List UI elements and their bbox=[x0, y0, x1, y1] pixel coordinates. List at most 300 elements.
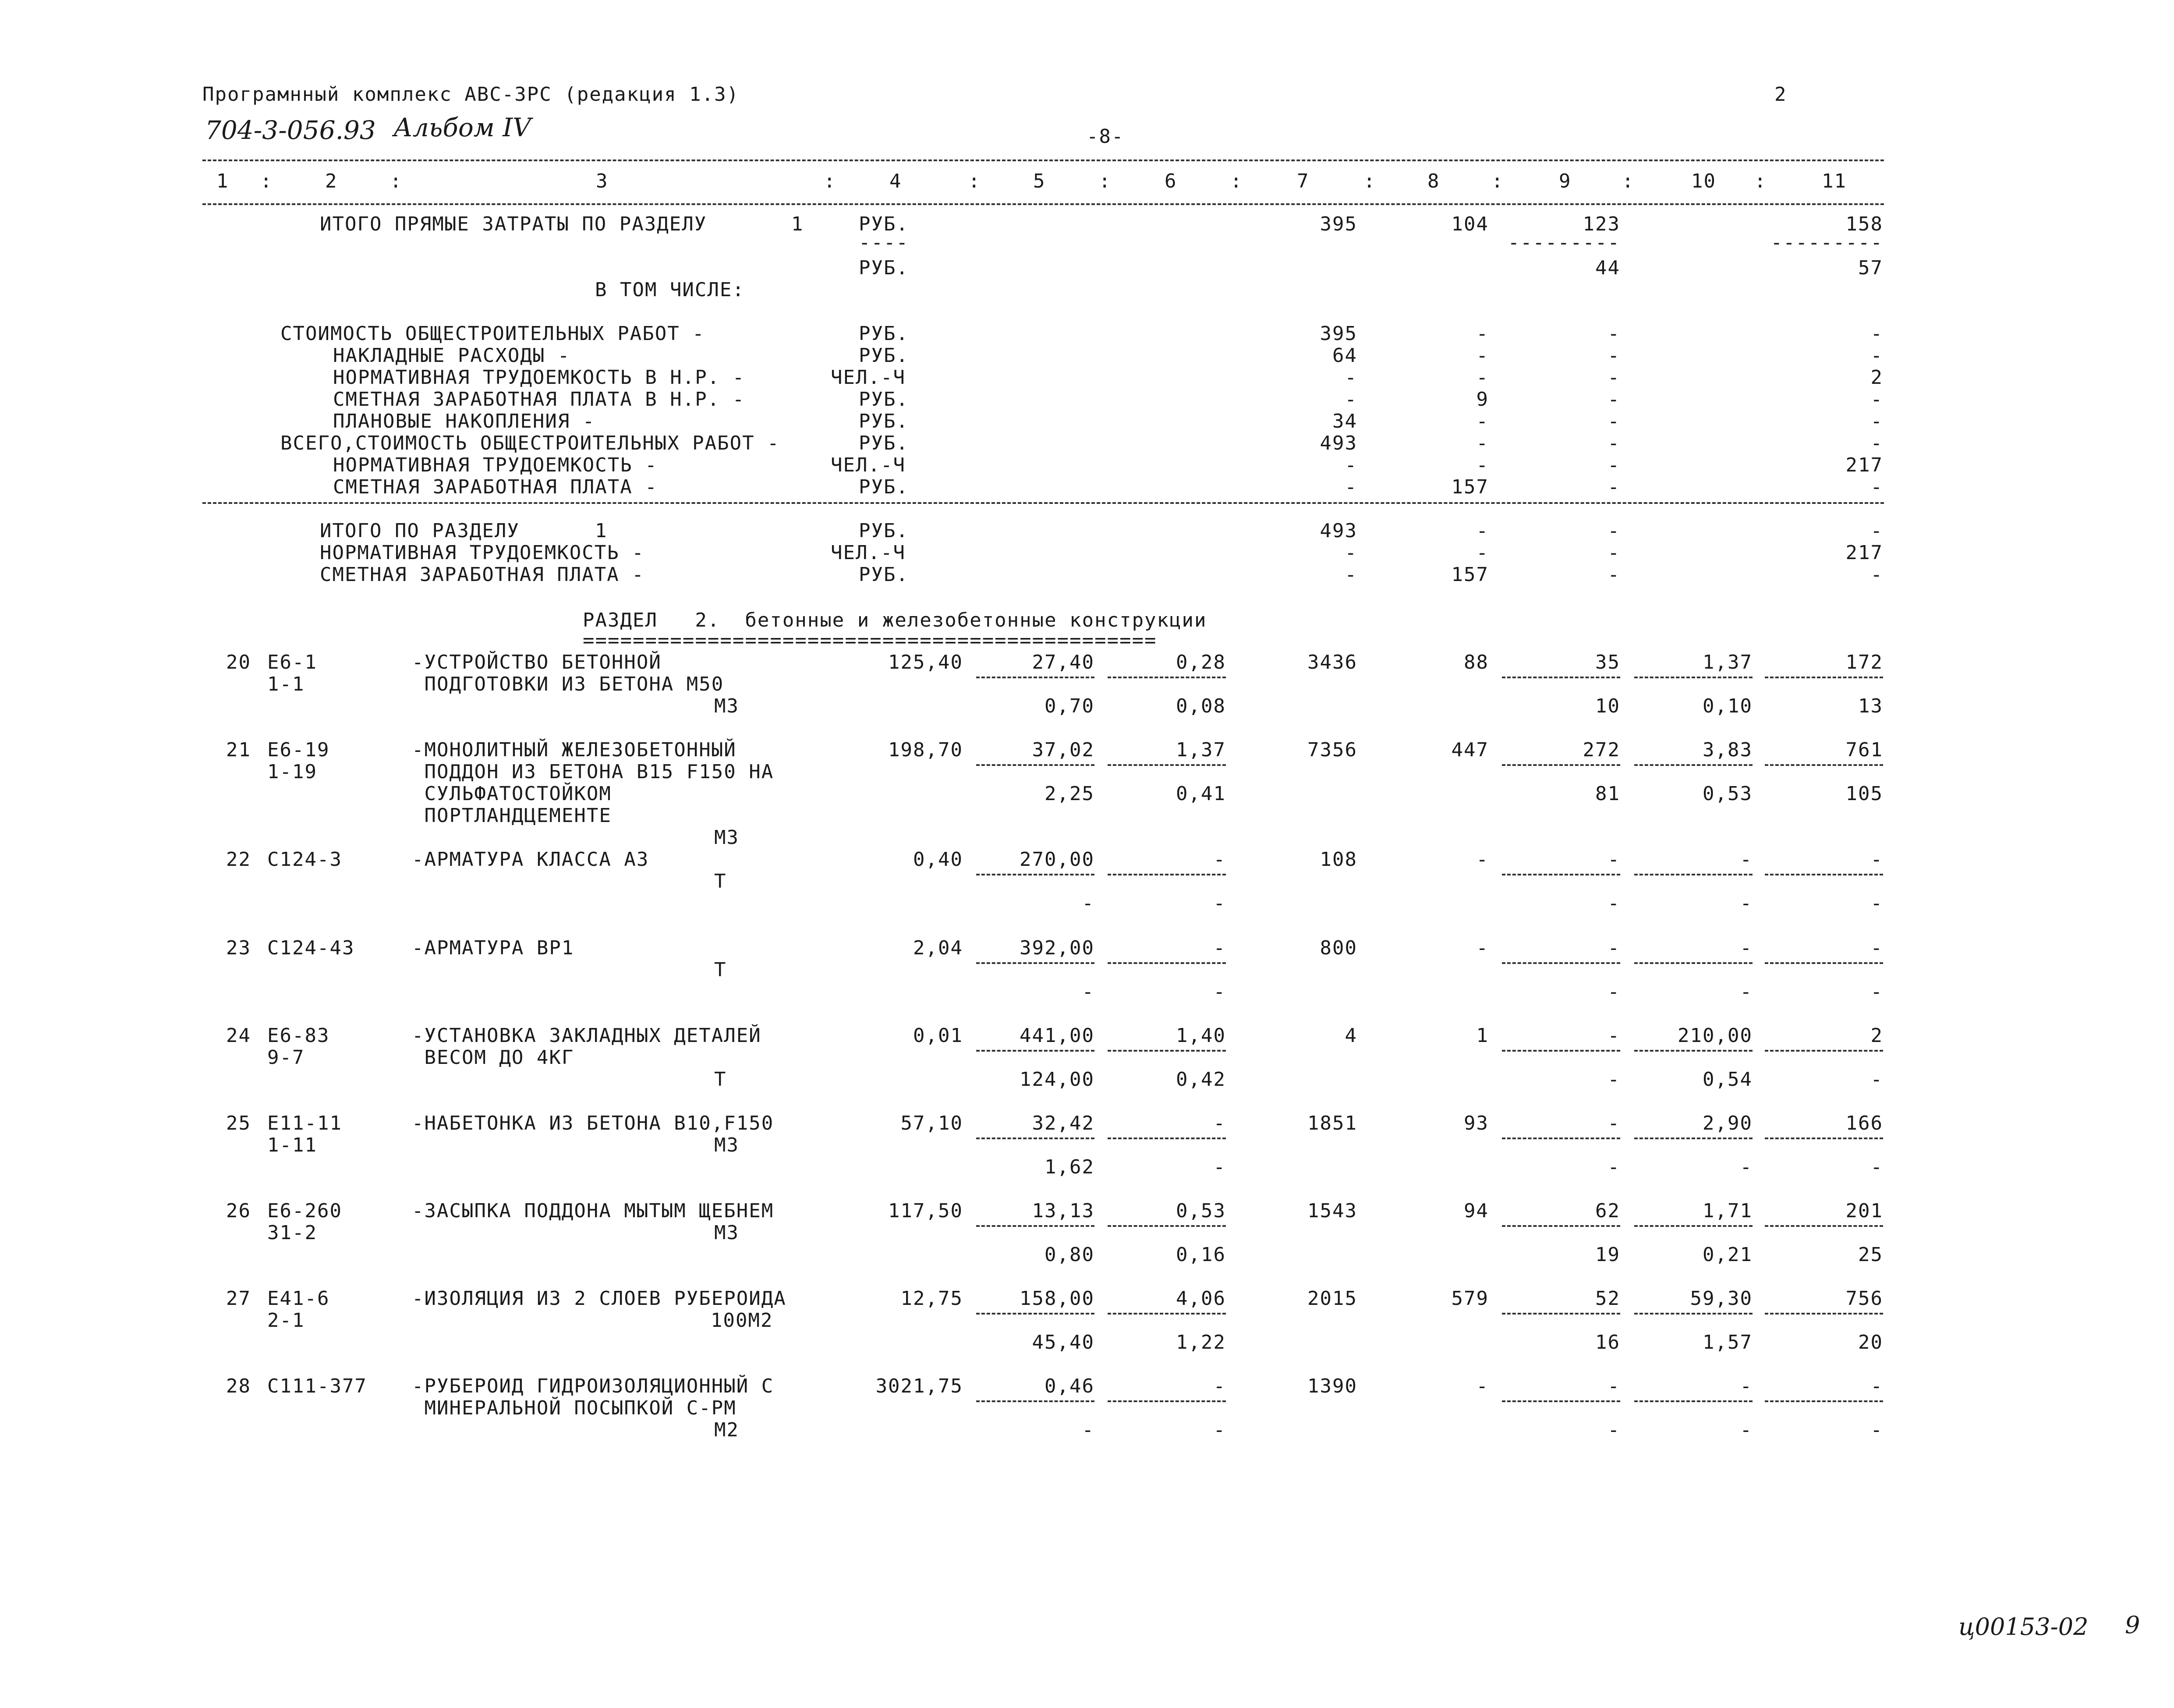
total-direct-c7: 395 bbox=[1320, 213, 1357, 235]
item-unit: М3 bbox=[714, 1134, 739, 1156]
item-c7: 1851 bbox=[1307, 1112, 1357, 1134]
item-number: 24 bbox=[226, 1024, 251, 1047]
page-number: 2 bbox=[1774, 83, 1787, 106]
summary-c9: - bbox=[1607, 410, 1620, 432]
item-c9: 62 bbox=[1595, 1200, 1620, 1222]
total-direct-unit2: РУБ. bbox=[859, 257, 909, 279]
item-c11b: - bbox=[1870, 1156, 1883, 1178]
item-c4: 57,10 bbox=[900, 1112, 963, 1134]
item-sep-c5 bbox=[976, 874, 1094, 875]
summary-c9: - bbox=[1607, 454, 1620, 476]
item-c8: 1 bbox=[1476, 1024, 1489, 1047]
item-c11b: 105 bbox=[1845, 783, 1883, 805]
summary-c9: - bbox=[1607, 366, 1620, 389]
item-sep-c5 bbox=[976, 1400, 1094, 1402]
item-description: ПОДГОТОВКИ ИЗ БЕТОНА М50 bbox=[412, 673, 724, 695]
item-code-sub: 1-11 bbox=[267, 1134, 317, 1156]
total-direct-dashes: ---- bbox=[859, 231, 909, 254]
item-sep-c11 bbox=[1765, 874, 1883, 875]
program-header: Програмнный комплекс АВС-3РС (редакция 1.3) bbox=[202, 83, 740, 106]
item-c5b: 124,00 bbox=[1020, 1068, 1094, 1091]
item-unit: М3 bbox=[714, 826, 739, 849]
item-unit: М2 bbox=[714, 1419, 739, 1441]
item-description: -НАБЕТОНКА ИЗ БЕТОНА В10,F150 bbox=[412, 1112, 774, 1134]
summary-label: СМЕТНАЯ ЗАРАБОТНАЯ ПЛАТА В Н.Р. - bbox=[333, 388, 745, 411]
item-c8: 94 bbox=[1464, 1200, 1489, 1222]
item-c11b: 13 bbox=[1858, 695, 1883, 717]
item-number: 26 bbox=[226, 1200, 251, 1222]
item-c9: - bbox=[1607, 1375, 1620, 1397]
item-unit: 100М2 bbox=[711, 1309, 773, 1332]
item-code: С124-43 bbox=[267, 937, 355, 959]
item-c11: 172 bbox=[1845, 651, 1883, 673]
item-c4: 0,40 bbox=[913, 848, 963, 871]
item-c5: 441,00 bbox=[1020, 1024, 1094, 1047]
item-c5: 13,13 bbox=[1032, 1200, 1094, 1222]
summary-unit: РУБ. bbox=[859, 432, 909, 454]
item-sep-c9 bbox=[1502, 764, 1620, 766]
item-c6b: - bbox=[1213, 1419, 1226, 1441]
item-sep-c10 bbox=[1634, 874, 1753, 875]
item-c9: - bbox=[1607, 937, 1620, 959]
item-c9b: 19 bbox=[1595, 1244, 1620, 1266]
item-c6b: 0,42 bbox=[1176, 1068, 1226, 1091]
item-unit: Т bbox=[714, 959, 727, 981]
item-number: 25 bbox=[226, 1112, 251, 1134]
item-description: МИНЕРАЛЬНОЙ ПОСЫПКОЙ С-РМ bbox=[412, 1397, 736, 1419]
item-code: Е6-1 bbox=[267, 651, 317, 673]
item-code-sub: 1-19 bbox=[267, 761, 317, 783]
doc-code: 704-3-056.93 bbox=[205, 115, 376, 145]
item-number: 28 bbox=[226, 1375, 251, 1397]
item-c6b: 0,16 bbox=[1176, 1244, 1226, 1266]
total-direct-c9: 123 bbox=[1583, 213, 1620, 235]
section-total-unit: РУБ. bbox=[859, 520, 909, 542]
column-header-11: : bbox=[1230, 170, 1243, 192]
item-sep-c10 bbox=[1634, 677, 1753, 678]
column-header-19: : bbox=[1754, 170, 1767, 192]
item-sep-c10 bbox=[1634, 1137, 1753, 1139]
item-c5: 158,00 bbox=[1020, 1287, 1094, 1310]
summary-c7: - bbox=[1345, 454, 1357, 476]
item-c9: - bbox=[1607, 1024, 1620, 1047]
item-c11: 756 bbox=[1845, 1287, 1883, 1310]
summary-c7: - bbox=[1345, 366, 1357, 389]
item-c5: 37,02 bbox=[1032, 739, 1094, 761]
summary-c9: - bbox=[1607, 476, 1620, 498]
item-description: -ЗАСЫПКА ПОДДОНА МЫТЫМ ЩЕБНЕМ bbox=[412, 1200, 774, 1222]
section-total-c8: - bbox=[1476, 542, 1489, 564]
summary-label: ВСЕГО,СТОИМОСТЬ ОБЩЕСТРОИТЕЛЬНЫХ РАБОТ - bbox=[280, 432, 780, 454]
item-sep-c6 bbox=[1108, 1313, 1226, 1315]
item-c7: 7356 bbox=[1307, 739, 1357, 761]
item-sep-c11 bbox=[1765, 1313, 1883, 1315]
item-sep-c9 bbox=[1502, 1400, 1620, 1402]
column-header-6: 4 bbox=[889, 170, 902, 192]
item-c9: 35 bbox=[1595, 651, 1620, 673]
item-c4: 125,40 bbox=[888, 651, 963, 673]
item-c9b: 16 bbox=[1595, 1331, 1620, 1354]
item-c10b: - bbox=[1740, 981, 1753, 1003]
item-c6: - bbox=[1213, 937, 1226, 959]
summary-label: НОРМАТИВНАЯ ТРУДОЕМКОСТЬ - bbox=[333, 454, 658, 476]
section-total-c8: - bbox=[1476, 520, 1489, 542]
summary-c7: 34 bbox=[1332, 410, 1357, 432]
item-c8: - bbox=[1476, 1375, 1489, 1397]
item-c6: 0,53 bbox=[1176, 1200, 1226, 1222]
item-c5: 32,42 bbox=[1032, 1112, 1094, 1134]
summary-c9: - bbox=[1607, 344, 1620, 367]
item-c10b: 0,21 bbox=[1703, 1244, 1753, 1266]
section-total-c8: 157 bbox=[1451, 563, 1489, 586]
item-c10: 1,37 bbox=[1703, 651, 1753, 673]
item-c11b: 20 bbox=[1858, 1331, 1883, 1354]
item-sep-c5 bbox=[976, 1137, 1094, 1139]
item-c5b: 0,80 bbox=[1045, 1244, 1094, 1266]
summary-c11: - bbox=[1870, 410, 1883, 432]
item-c6b: - bbox=[1213, 892, 1226, 914]
item-code: Е11-11 bbox=[267, 1112, 342, 1134]
item-c5b: 45,40 bbox=[1032, 1331, 1094, 1354]
summary-c11: - bbox=[1870, 432, 1883, 454]
item-c6: 1,37 bbox=[1176, 739, 1226, 761]
item-c7: 4 bbox=[1345, 1024, 1357, 1047]
item-sep-c10 bbox=[1634, 1313, 1753, 1315]
column-header-12: 7 bbox=[1297, 170, 1310, 192]
item-c5b: 0,70 bbox=[1045, 695, 1094, 717]
item-c7: 1543 bbox=[1307, 1200, 1357, 1222]
item-c6: - bbox=[1213, 848, 1226, 871]
item-sep-c6 bbox=[1108, 1050, 1226, 1052]
summary-unit: РУБ. bbox=[859, 410, 909, 432]
summary-unit: РУБ. bbox=[859, 388, 909, 411]
summary-separator bbox=[202, 502, 1884, 504]
item-c9b: 81 bbox=[1595, 783, 1620, 805]
section-total-c11: - bbox=[1870, 563, 1883, 586]
item-sep-c5 bbox=[976, 1050, 1094, 1052]
summary-c8: 157 bbox=[1451, 476, 1489, 498]
total-direct-unit: РУБ. bbox=[859, 213, 909, 235]
item-sep-c10 bbox=[1634, 1400, 1753, 1402]
item-c10: - bbox=[1740, 1375, 1753, 1397]
item-c10b: - bbox=[1740, 1419, 1753, 1441]
column-header-20: 11 bbox=[1822, 170, 1847, 192]
album-label: Альбом IV bbox=[393, 113, 531, 142]
item-sep-c9 bbox=[1502, 1137, 1620, 1139]
item-c11b: - bbox=[1870, 1419, 1883, 1441]
item-description: -АРМАТУРА ВР1 bbox=[412, 937, 574, 959]
section-total-label: ИТОГО ПО РАЗДЕЛУ bbox=[320, 520, 520, 542]
column-header-15: : bbox=[1491, 170, 1504, 192]
item-c10: - bbox=[1740, 937, 1753, 959]
column-header-4: 3 bbox=[596, 170, 609, 192]
item-sep-c6 bbox=[1108, 874, 1226, 875]
summary-c11: 217 bbox=[1845, 454, 1883, 476]
item-c9b: - bbox=[1607, 1419, 1620, 1441]
summary-c9: - bbox=[1607, 322, 1620, 345]
item-unit: М3 bbox=[714, 1222, 739, 1244]
item-c11b: - bbox=[1870, 1068, 1883, 1091]
summary-c8: - bbox=[1476, 454, 1489, 476]
item-c11: 761 bbox=[1845, 739, 1883, 761]
summary-c8: - bbox=[1476, 322, 1489, 345]
item-c6b: 0,08 bbox=[1176, 695, 1226, 717]
item-c4: 2,04 bbox=[913, 937, 963, 959]
item-code-sub: 2-1 bbox=[267, 1309, 305, 1332]
item-c7: 108 bbox=[1320, 848, 1357, 871]
item-c4: 198,70 bbox=[888, 739, 963, 761]
item-code: Е41-6 bbox=[267, 1287, 330, 1310]
footer-sheet: 9 bbox=[2125, 1611, 2140, 1639]
item-c9b: - bbox=[1607, 1156, 1620, 1178]
summary-c11: - bbox=[1870, 344, 1883, 367]
section-total-unit: РУБ. bbox=[859, 563, 909, 586]
summary-label: НОРМАТИВНАЯ ТРУДОЕМКОСТЬ В Н.Р. - bbox=[333, 366, 745, 389]
item-sep-c11 bbox=[1765, 1137, 1883, 1139]
item-sep-c11 bbox=[1765, 1225, 1883, 1227]
total-direct-label: ИТОГО ПРЯМЫЕ ЗАТРАТЫ ПО РАЗДЕЛУ bbox=[320, 213, 707, 235]
item-c7: 3436 bbox=[1307, 651, 1357, 673]
item-c9: - bbox=[1607, 1112, 1620, 1134]
item-sep-c9 bbox=[1502, 1050, 1620, 1052]
item-number: 23 bbox=[226, 937, 251, 959]
column-header-0: 1 bbox=[216, 170, 229, 192]
column-header-18: 10 bbox=[1691, 170, 1716, 192]
item-c11: 201 bbox=[1845, 1200, 1883, 1222]
item-c7: 800 bbox=[1320, 937, 1357, 959]
total-direct-c11b: 57 bbox=[1858, 257, 1883, 279]
item-c8: - bbox=[1476, 937, 1489, 959]
item-sep-c10 bbox=[1634, 962, 1753, 964]
summary-c7: - bbox=[1345, 388, 1357, 411]
item-sep-c5 bbox=[976, 764, 1094, 766]
header-rule bbox=[202, 203, 1884, 205]
item-c10b: 0,53 bbox=[1703, 783, 1753, 805]
column-header-14: 8 bbox=[1427, 170, 1440, 192]
item-sep-c11 bbox=[1765, 962, 1883, 964]
summary-c7: 64 bbox=[1332, 344, 1357, 367]
item-c11: - bbox=[1870, 1375, 1883, 1397]
item-sep-c6 bbox=[1108, 1400, 1226, 1402]
item-c9: 52 bbox=[1595, 1287, 1620, 1310]
item-c8: 447 bbox=[1451, 739, 1489, 761]
item-c10b: 1,57 bbox=[1703, 1331, 1753, 1354]
item-sep-c5 bbox=[976, 1313, 1094, 1315]
item-c10: 3,83 bbox=[1703, 739, 1753, 761]
item-c6: 0,28 bbox=[1176, 651, 1226, 673]
item-sep-c9 bbox=[1502, 962, 1620, 964]
item-c5: 0,46 bbox=[1045, 1375, 1094, 1397]
item-sep-c6 bbox=[1108, 1225, 1226, 1227]
item-c9b: - bbox=[1607, 1068, 1620, 1091]
item-c5: 392,00 bbox=[1020, 937, 1094, 959]
item-c11b: - bbox=[1870, 981, 1883, 1003]
item-c4: 0,01 bbox=[913, 1024, 963, 1047]
item-code-sub: 31-2 bbox=[267, 1222, 317, 1244]
item-sep-c6 bbox=[1108, 962, 1226, 964]
item-description: -РУБЕРОИД ГИДРОИЗОЛЯЦИОННЫЙ С bbox=[412, 1375, 774, 1397]
item-sep-c11 bbox=[1765, 1400, 1883, 1402]
item-c10: 1,71 bbox=[1703, 1200, 1753, 1222]
item-c10: 210,00 bbox=[1678, 1024, 1753, 1047]
item-number: 20 bbox=[226, 651, 251, 673]
section-total-unit: ЧЕЛ.-Ч bbox=[831, 542, 906, 564]
item-number: 21 bbox=[226, 739, 251, 761]
item-c11b: - bbox=[1870, 892, 1883, 914]
item-sep-c11 bbox=[1765, 1050, 1883, 1052]
sheet-number: -8- bbox=[1087, 125, 1124, 148]
item-c9b: - bbox=[1607, 892, 1620, 914]
item-c10: 2,90 bbox=[1703, 1112, 1753, 1134]
summary-c11: - bbox=[1870, 476, 1883, 498]
item-sep-c11 bbox=[1765, 677, 1883, 678]
item-c8: - bbox=[1476, 848, 1489, 871]
item-code: Е6-83 bbox=[267, 1024, 330, 1047]
item-description: СУЛЬФАТОСТОЙКОМ bbox=[412, 783, 612, 805]
item-c10: 59,30 bbox=[1690, 1287, 1753, 1310]
item-unit: Т bbox=[714, 870, 727, 893]
summary-label: НАКЛАДНЫЕ РАСХОДЫ - bbox=[333, 344, 570, 367]
item-c9: 272 bbox=[1583, 739, 1620, 761]
summary-c8: 9 bbox=[1476, 388, 1489, 411]
summary-c8: - bbox=[1476, 432, 1489, 454]
item-c9b: 10 bbox=[1595, 695, 1620, 717]
item-sep-c10 bbox=[1634, 764, 1753, 766]
item-c6b: 0,41 bbox=[1176, 783, 1226, 805]
section-total-c11: 217 bbox=[1845, 542, 1883, 564]
summary-label: СМЕТНАЯ ЗАРАБОТНАЯ ПЛАТА - bbox=[333, 476, 658, 498]
section-total-c11: - bbox=[1870, 520, 1883, 542]
column-header-10: 6 bbox=[1165, 170, 1177, 192]
section-total-row-label: СМЕТНАЯ ЗАРАБОТНАЯ ПЛАТА - bbox=[320, 563, 644, 586]
item-description: -АРМАТУРА КЛАССА А3 bbox=[412, 848, 649, 871]
item-sep-c9 bbox=[1502, 874, 1620, 875]
column-header-2: 2 bbox=[325, 170, 338, 192]
total-direct-c8: 104 bbox=[1451, 213, 1489, 235]
summary-c8: - bbox=[1476, 366, 1489, 389]
item-c10b: 0,54 bbox=[1703, 1068, 1753, 1091]
item-c5b: 1,62 bbox=[1045, 1156, 1094, 1178]
summary-c9: - bbox=[1607, 432, 1620, 454]
item-c6: - bbox=[1213, 1112, 1226, 1134]
item-sep-c9 bbox=[1502, 1313, 1620, 1315]
section-total-c7: - bbox=[1345, 542, 1357, 564]
item-sep-c5 bbox=[976, 1225, 1094, 1227]
total-direct-c9b: 44 bbox=[1595, 257, 1620, 279]
item-c4: 3021,75 bbox=[875, 1375, 963, 1397]
item-c7: 2015 bbox=[1307, 1287, 1357, 1310]
column-header-16: 9 bbox=[1559, 170, 1572, 192]
column-header-5: : bbox=[824, 170, 836, 192]
item-c5: 270,00 bbox=[1020, 848, 1094, 871]
item-c10: - bbox=[1740, 848, 1753, 871]
column-header-1: : bbox=[260, 170, 273, 192]
section2-title: РАЗДЕЛ 2. бетонные и железобетонные конструкции bbox=[583, 609, 1207, 631]
total-direct-dash9: --------- bbox=[1508, 231, 1620, 254]
section2-underline: ============================================== bbox=[583, 629, 1157, 652]
column-header-17: : bbox=[1622, 170, 1635, 192]
summary-c11: - bbox=[1870, 322, 1883, 345]
item-c8: 93 bbox=[1464, 1112, 1489, 1134]
item-c6: 4,06 bbox=[1176, 1287, 1226, 1310]
item-sep-c10 bbox=[1634, 1050, 1753, 1052]
column-header-9: : bbox=[1099, 170, 1112, 192]
item-description: ПОРТЛАНДЦЕМЕНТЕ bbox=[412, 804, 612, 827]
summary-c11: - bbox=[1870, 388, 1883, 411]
summary-c7: - bbox=[1345, 476, 1357, 498]
section-total-c7: - bbox=[1345, 563, 1357, 586]
item-c9b: - bbox=[1607, 981, 1620, 1003]
footer-stamp: ц00153-02 bbox=[1958, 1613, 2089, 1641]
total-direct-c11: 158 bbox=[1845, 213, 1883, 235]
summary-c7: 493 bbox=[1320, 432, 1357, 454]
item-c5b: - bbox=[1082, 1419, 1094, 1441]
summary-unit: ЧЕЛ.-Ч bbox=[831, 366, 906, 389]
summary-c8: - bbox=[1476, 410, 1489, 432]
total-direct-dash11: --------- bbox=[1770, 231, 1883, 254]
item-c5b: - bbox=[1082, 981, 1094, 1003]
item-sep-c6 bbox=[1108, 677, 1226, 678]
item-number: 22 bbox=[226, 848, 251, 871]
column-header-7: : bbox=[968, 170, 981, 192]
summary-c9: - bbox=[1607, 388, 1620, 411]
item-c5b: 2,25 bbox=[1045, 783, 1094, 805]
item-c5b: - bbox=[1082, 892, 1094, 914]
item-c6: 1,40 bbox=[1176, 1024, 1226, 1047]
section-total-num: 1 bbox=[595, 520, 608, 542]
item-c11: 2 bbox=[1870, 1024, 1883, 1047]
column-header-3: : bbox=[390, 170, 403, 192]
item-description: -МОНОЛИТНЫЙ ЖЕЛЕЗОБЕТОННЫЙ bbox=[412, 739, 736, 761]
item-sep-c11 bbox=[1765, 764, 1883, 766]
item-sep-c6 bbox=[1108, 1137, 1226, 1139]
column-header-13: : bbox=[1363, 170, 1376, 192]
summary-c7: 395 bbox=[1320, 322, 1357, 345]
total-direct-section-num: 1 bbox=[791, 213, 804, 235]
item-c10b: 0,10 bbox=[1703, 695, 1753, 717]
section-total-c9: - bbox=[1607, 563, 1620, 586]
summary-c8: - bbox=[1476, 344, 1489, 367]
item-c8: 579 bbox=[1451, 1287, 1489, 1310]
item-c4: 117,50 bbox=[888, 1200, 963, 1222]
item-c8: 88 bbox=[1464, 651, 1489, 673]
item-c7: 1390 bbox=[1307, 1375, 1357, 1397]
item-code: С111-377 bbox=[267, 1375, 367, 1397]
item-description: -УСТАНОВКА ЗАКЛАДНЫХ ДЕТАЛЕЙ bbox=[412, 1024, 761, 1047]
item-sep-c5 bbox=[976, 962, 1094, 964]
item-sep-c6 bbox=[1108, 764, 1226, 766]
item-number: 27 bbox=[226, 1287, 251, 1310]
top-rule bbox=[202, 159, 1884, 161]
item-c6: - bbox=[1213, 1375, 1226, 1397]
item-unit: М3 bbox=[714, 695, 739, 717]
item-unit: Т bbox=[714, 1068, 727, 1091]
summary-c11: 2 bbox=[1870, 366, 1883, 389]
item-sep-c9 bbox=[1502, 1225, 1620, 1227]
item-sep-c5 bbox=[976, 677, 1094, 678]
summary-unit: ЧЕЛ.-Ч bbox=[831, 454, 906, 476]
item-c6b: - bbox=[1213, 1156, 1226, 1178]
summary-unit: РУБ. bbox=[859, 476, 909, 498]
item-description: -УСТРОЙСТВО БЕТОННОЙ bbox=[412, 651, 662, 673]
column-header-8: 5 bbox=[1033, 170, 1046, 192]
item-sep-c9 bbox=[1502, 677, 1620, 678]
item-sep-c10 bbox=[1634, 1225, 1753, 1227]
section-total-c7: 493 bbox=[1320, 520, 1357, 542]
item-c6b: - bbox=[1213, 981, 1226, 1003]
item-code: Е6-260 bbox=[267, 1200, 342, 1222]
section-total-c9: - bbox=[1607, 520, 1620, 542]
